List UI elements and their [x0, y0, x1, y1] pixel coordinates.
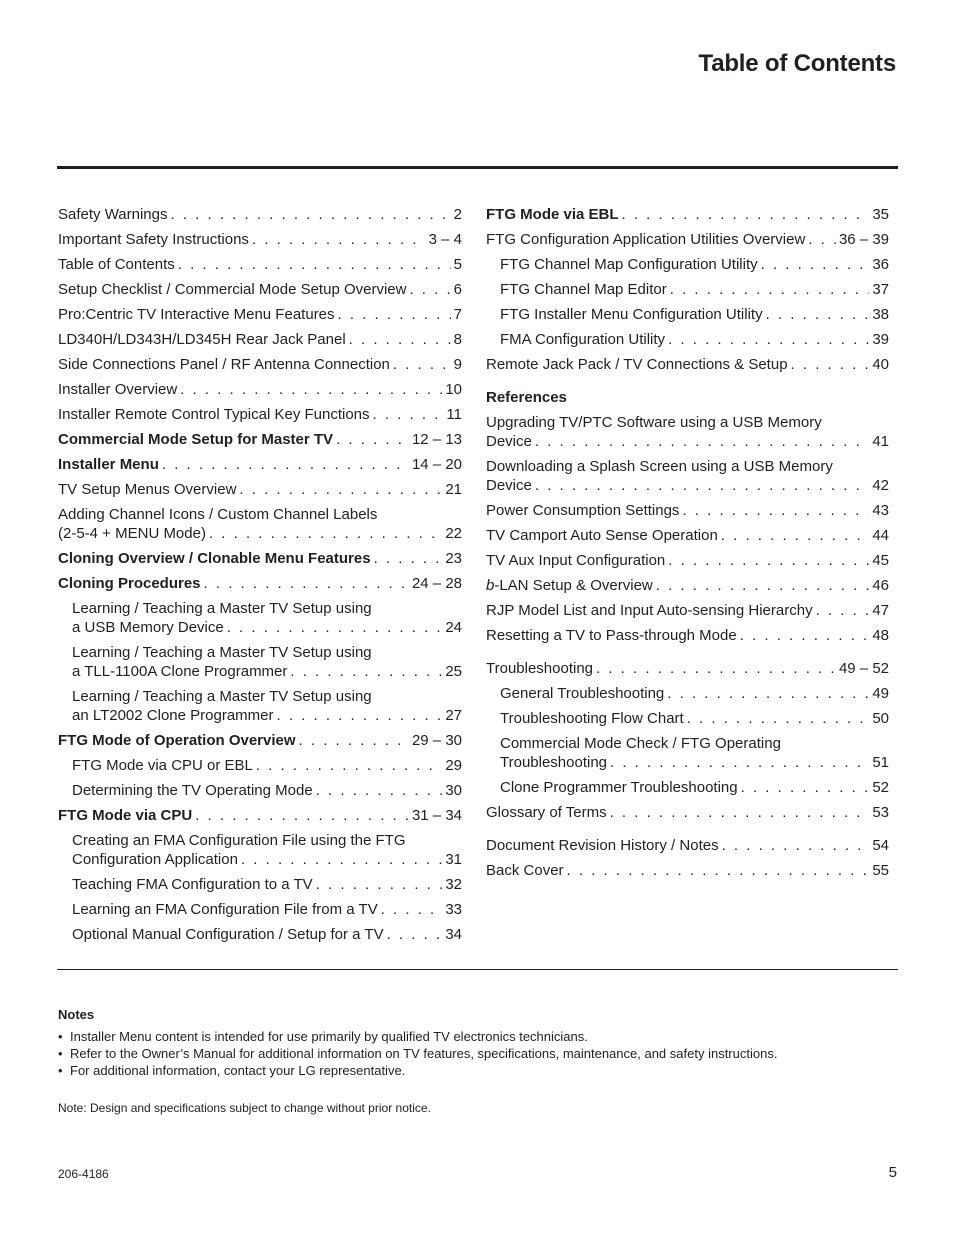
toc-entry — [486, 413, 889, 451]
dot-leader — [180, 380, 442, 399]
toc-entry-label: (2-5-4 + MENU Mode) — [58, 525, 206, 542]
toc-entry-page: 43 — [872, 502, 889, 519]
disclaimer: Note: Design and specifications subject to change without prior notice. — [58, 1101, 431, 1115]
toc-entry — [486, 803, 889, 822]
toc-entry-page: 48 — [872, 627, 889, 644]
dot-leader — [195, 806, 409, 825]
dot-leader — [721, 526, 870, 545]
toc-entry-label-line: Adding Channel Icons / Custom Channel Labels — [58, 506, 378, 523]
toc-entry-page: 42 — [872, 477, 889, 494]
toc-entry-page: 55 — [872, 862, 889, 879]
toc-entry — [486, 778, 889, 797]
toc-entry-page: 14 – 20 — [411, 456, 462, 473]
toc-entry-label: Safety Warnings — [58, 206, 168, 223]
toc-entry — [58, 480, 462, 499]
dot-leader — [290, 662, 442, 681]
toc-entry — [486, 305, 889, 324]
toc-entry-label-text: -LAN Setup & Overview — [494, 577, 653, 594]
toc-entry-page: 9 — [453, 356, 462, 373]
dot-leader — [668, 551, 869, 570]
toc-entry-page: 35 — [872, 206, 889, 223]
toc-entry-page: 34 — [445, 926, 462, 943]
toc-entry-label: TV Camport Auto Sense Operation — [486, 527, 718, 544]
dot-leader — [761, 255, 870, 274]
toc-entry — [486, 576, 889, 595]
dot-leader — [374, 549, 443, 568]
toc-entry-page: 29 – 30 — [411, 732, 462, 749]
toc-entry-label: a USB Memory Device — [72, 619, 224, 636]
note-item: • For additional information, contact your LG representative. — [58, 1062, 898, 1079]
header-rule — [57, 166, 898, 169]
toc-entry — [58, 756, 462, 775]
dot-leader — [209, 524, 442, 543]
toc-entry — [58, 687, 462, 725]
dot-leader — [178, 255, 451, 274]
toc-entry-label: FTG Channel Map Editor — [500, 281, 667, 298]
toc-entry — [486, 551, 889, 570]
toc-entry-page: 40 — [872, 356, 889, 373]
toc-entry — [486, 709, 889, 728]
toc-entry-page: 24 – 28 — [411, 575, 462, 592]
dot-leader — [338, 305, 451, 324]
dot-leader — [670, 280, 870, 299]
toc-right-column — [486, 205, 889, 886]
toc-left-column — [58, 205, 462, 950]
toc-entry — [58, 574, 462, 593]
toc-entry-page: 47 — [872, 602, 889, 619]
toc-entry-page: 50 — [872, 710, 889, 727]
page-title: Table of Contents — [698, 50, 896, 77]
toc-entry-page: 10 — [445, 381, 462, 398]
dot-leader — [668, 330, 869, 349]
toc-entry-label-line: Commercial Mode Check / FTG Operating — [500, 735, 781, 752]
toc-entry-page: 53 — [872, 804, 889, 821]
dot-leader — [808, 230, 836, 249]
toc-entry-page: 24 — [445, 619, 462, 636]
toc-entry-label: Cloning Overview / Clonable Menu Features — [58, 550, 371, 567]
dot-leader — [567, 861, 870, 880]
toc-entry — [58, 230, 462, 249]
toc-entry-label-line: Learning / Teaching a Master TV Setup using — [72, 688, 372, 705]
dot-leader — [256, 756, 442, 775]
toc-entry-label: Device — [486, 477, 532, 494]
toc-entry-label: TV Aux Input Configuration — [486, 552, 666, 569]
toc-entry-page: 29 — [445, 757, 462, 774]
toc-entry-label: Cloning Procedures — [58, 575, 201, 592]
toc-entry-label-line: Learning / Teaching a Master TV Setup using — [72, 644, 372, 661]
toc-entry-page: 49 – 52 — [838, 660, 889, 677]
toc-entry — [486, 205, 889, 224]
dot-leader — [239, 480, 442, 499]
toc-entry — [486, 734, 889, 772]
toc-entry-page: 11 — [446, 406, 462, 423]
toc-entry-label: LD340H/LD343H/LD345H Rear Jack Panel — [58, 331, 346, 348]
toc-entry-label: Configuration Application — [72, 851, 238, 868]
dot-leader — [299, 731, 409, 750]
toc-entry-page: 31 — [445, 851, 462, 868]
toc-entry-label-line: Creating an FMA Configuration File using the FTG — [72, 832, 406, 849]
toc-entry — [486, 501, 889, 520]
toc-entry-label: Remote Jack Pack / TV Connections & Setup — [486, 356, 788, 373]
toc-entry-label: Document Revision History / Notes — [486, 837, 719, 854]
dot-leader — [162, 455, 409, 474]
toc-entry — [58, 455, 462, 474]
page-number: 5 — [888, 1164, 897, 1181]
dot-leader — [741, 778, 870, 797]
note-item: • Installer Menu content is intended for use primarily by qualified TV electronics technicians. — [58, 1028, 898, 1045]
toc-entry — [486, 601, 889, 620]
notes-section — [58, 1007, 898, 1079]
toc-entry-label — [486, 576, 653, 595]
toc-entry-page: 6 — [453, 281, 462, 298]
references-heading: References — [486, 389, 567, 406]
toc-entry — [486, 230, 889, 249]
dot-leader — [277, 706, 443, 725]
dot-leader — [667, 684, 869, 703]
toc-entry — [58, 549, 462, 568]
toc-entry — [58, 806, 462, 825]
toc-entry-page: 49 — [872, 685, 889, 702]
toc-entry-page: 8 — [453, 331, 462, 348]
dot-leader — [227, 618, 443, 637]
toc-entry — [58, 280, 462, 299]
toc-entry-label: Pro:Centric TV Interactive Menu Features — [58, 306, 335, 323]
toc-entry-page: 54 — [872, 837, 889, 854]
toc-entry-page: 30 — [445, 782, 462, 799]
toc-entry — [58, 305, 462, 324]
toc-entry-page: 7 — [453, 306, 462, 323]
dot-leader — [791, 355, 870, 374]
toc-entry-page: 31 – 34 — [411, 807, 462, 824]
toc-entry-label: Troubleshooting Flow Chart — [500, 710, 684, 727]
toc-entry-label: FTG Mode via CPU or EBL — [72, 757, 253, 774]
toc-entry-label-italic: b — [486, 577, 495, 594]
dot-leader — [610, 753, 869, 772]
dot-leader — [171, 205, 451, 224]
dot-leader — [596, 659, 836, 678]
toc-entry-page: 37 — [872, 281, 889, 298]
notes-title: Notes — [58, 1007, 95, 1022]
toc-entry-label: Device — [486, 433, 532, 450]
dot-leader — [252, 230, 426, 249]
toc-entry-label: FTG Configuration Application Utilities Overview — [486, 231, 806, 248]
toc-entry-label: Setup Checklist / Commercial Mode Setup Overview — [58, 281, 407, 298]
toc-entry — [58, 405, 462, 424]
toc-entry — [486, 457, 889, 495]
toc-entry-page: 45 — [872, 552, 889, 569]
toc-entry-label-line: Learning / Teaching a Master TV Setup using — [72, 600, 372, 617]
toc-entry-label-line: Downloading a Splash Screen using a USB Memory — [486, 458, 833, 475]
toc-entry-page: 38 — [872, 306, 889, 323]
dot-leader — [387, 925, 443, 944]
toc-entry — [486, 684, 889, 703]
toc-entry-label: Back Cover — [486, 862, 564, 879]
dot-leader — [687, 709, 870, 728]
toc-entry-page: 36 – 39 — [838, 231, 889, 248]
toc-entry — [58, 731, 462, 750]
dot-leader — [682, 501, 869, 520]
toc-entry — [486, 836, 889, 855]
toc-entry-label: Table of Contents — [58, 256, 175, 273]
toc-entry — [58, 255, 462, 274]
toc-entry-label: FTG Mode via CPU — [58, 807, 193, 824]
dot-leader — [740, 626, 870, 645]
dot-leader — [204, 574, 409, 593]
dot-leader — [336, 430, 409, 449]
toc-entry — [58, 330, 462, 349]
toc-entry-page: 3 – 4 — [428, 231, 462, 248]
toc-entry — [58, 205, 462, 224]
toc-entry-label: FTG Installer Menu Configuration Utility — [500, 306, 763, 323]
dot-leader — [316, 875, 443, 894]
toc-entry-label: Power Consumption Settings — [486, 502, 680, 519]
toc-entry-page: 39 — [872, 331, 889, 348]
toc-entry — [58, 430, 462, 449]
toc-entry — [58, 875, 462, 894]
toc-entry — [486, 626, 889, 645]
dot-leader — [816, 601, 870, 620]
toc-entry-label: Teaching FMA Configuration to a TV — [72, 876, 313, 893]
toc-entry-page: 44 — [872, 527, 889, 544]
dot-leader — [381, 900, 443, 919]
dot-leader — [656, 576, 870, 595]
toc-entry-page: 21 — [445, 481, 462, 498]
toc-entry-label: Side Connections Panel / RF Antenna Connection — [58, 356, 390, 373]
toc-entry-label: Installer Menu — [58, 456, 159, 473]
toc-entry — [486, 659, 889, 678]
toc-entry-label: Determining the TV Operating Mode — [72, 782, 313, 799]
toc-entry — [58, 900, 462, 919]
toc-entry-page: 22 — [445, 525, 462, 542]
dot-leader — [241, 850, 442, 869]
toc-entry-label: Installer Remote Control Typical Key Functions — [58, 406, 370, 423]
toc-entry-page: 23 — [445, 550, 462, 567]
toc-entry-label: Learning an FMA Configuration File from a TV — [72, 901, 378, 918]
dot-leader — [535, 476, 869, 495]
dot-leader — [622, 205, 870, 224]
dot-leader — [373, 405, 444, 424]
dot-leader — [722, 836, 870, 855]
dot-leader — [535, 432, 869, 451]
toc-entry-label-line: Upgrading TV/PTC Software using a USB Memory — [486, 414, 822, 431]
toc-entry-page: 12 – 13 — [411, 431, 462, 448]
toc-entry — [58, 355, 462, 374]
toc-entry-label: Installer Overview — [58, 381, 178, 398]
toc-entry-label: FTG Mode via EBL — [486, 206, 619, 223]
toc-entry-label: Troubleshooting — [486, 660, 594, 677]
toc-entry — [486, 355, 889, 374]
toc-entry — [58, 380, 462, 399]
toc-entry — [486, 280, 889, 299]
toc-entry — [58, 505, 462, 543]
toc-entry-page: 32 — [445, 876, 462, 893]
toc-entry-label: Important Safety Instructions — [58, 231, 249, 248]
toc-entry-page: 25 — [445, 663, 462, 680]
dot-leader — [393, 355, 451, 374]
toc-entry-label: a TLL-1100A Clone Programmer — [72, 663, 288, 680]
toc-entry-page: 51 — [872, 754, 889, 771]
document-number: 206-4186 — [58, 1167, 109, 1181]
toc-entry — [58, 599, 462, 637]
toc-entry-page: 52 — [872, 779, 889, 796]
dot-leader — [766, 305, 870, 324]
toc-entry-page: 41 — [872, 433, 889, 450]
toc-entry-label: FMA Configuration Utility — [500, 331, 666, 348]
toc-entry-label: Troubleshooting — [500, 754, 608, 771]
toc-entry-page: 5 — [453, 256, 462, 273]
toc-entry-label: FTG Mode of Operation Overview — [58, 732, 296, 749]
toc-entry-page: 46 — [872, 577, 889, 594]
toc-entry-page: 33 — [445, 901, 462, 918]
toc-entry — [58, 643, 462, 681]
toc-entry — [486, 330, 889, 349]
toc-entry-label: General Troubleshooting — [500, 685, 665, 702]
toc-entry-label: FTG Channel Map Configuration Utility — [500, 256, 758, 273]
toc-entry-label: Optional Manual Configuration / Setup for a TV — [72, 926, 384, 943]
toc-entry-label: RJP Model List and Input Auto-sensing Hierarchy — [486, 602, 813, 619]
toc-entry-page: 36 — [872, 256, 889, 273]
toc-entry-label: Commercial Mode Setup for Master TV — [58, 431, 334, 448]
toc-entry — [58, 925, 462, 944]
dot-leader — [610, 803, 870, 822]
toc-entry — [486, 861, 889, 880]
toc-entry — [58, 781, 462, 800]
dot-leader — [409, 280, 450, 299]
toc-entry-label: Glossary of Terms — [486, 804, 607, 821]
toc-entry-label: Resetting a TV to Pass-through Mode — [486, 627, 737, 644]
toc-entry-label: TV Setup Menus Overview — [58, 481, 237, 498]
footer-rule — [57, 969, 898, 970]
toc-entry — [486, 255, 889, 274]
toc-entry — [58, 831, 462, 869]
toc-entry-page: 2 — [453, 206, 462, 223]
note-item: • Refer to the Owner’s Manual for additional information on TV features, specifications, maintenance, and safety instructions. — [58, 1045, 898, 1062]
toc-entry-label: an LT2002 Clone Programmer — [72, 707, 274, 724]
toc-entry — [486, 526, 889, 545]
toc-entry-page: 27 — [445, 707, 462, 724]
dot-leader — [316, 781, 443, 800]
dot-leader — [349, 330, 451, 349]
toc-entry-label: Clone Programmer Troubleshooting — [500, 779, 738, 796]
